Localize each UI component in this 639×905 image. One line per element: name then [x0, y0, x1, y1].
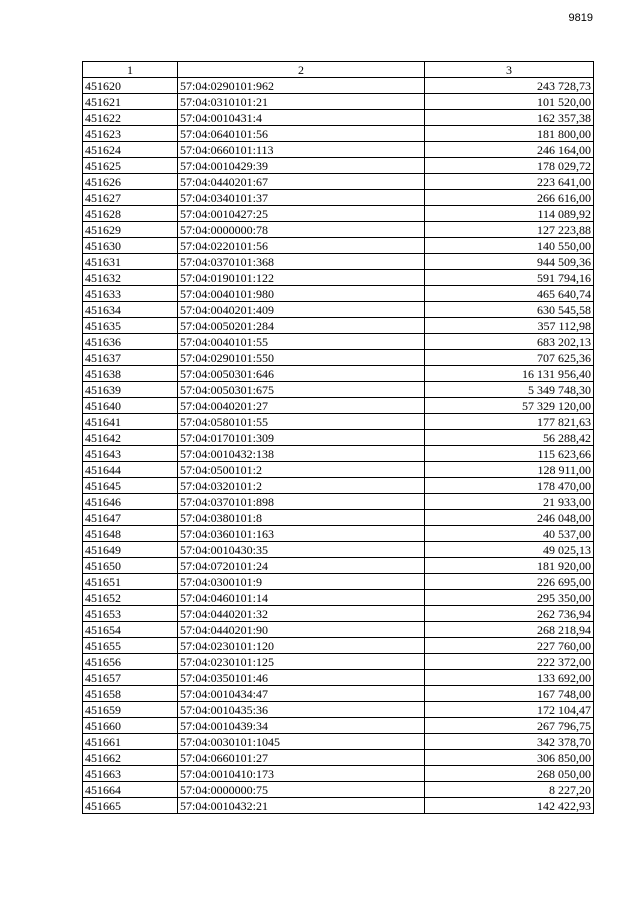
cadastral-number-cell: 57:04:0000000:75 — [178, 782, 425, 798]
cadastral-number-cell: 57:04:0040201:27 — [178, 398, 425, 414]
value-cell: 101 520,00 — [425, 94, 594, 110]
row-number-cell: 451631 — [83, 254, 178, 270]
cadastral-number-cell: 57:04:0300101:9 — [178, 574, 425, 590]
table-row — [83, 766, 594, 782]
cadastral-number-cell: 57:04:0050301:675 — [178, 382, 425, 398]
value-cell: 133 692,00 — [425, 670, 594, 686]
value-cell: 268 218,94 — [425, 622, 594, 638]
row-number-cell: 451657 — [83, 670, 178, 686]
value-cell: 591 794,16 — [425, 270, 594, 286]
cadastral-number-cell: 57:04:0010431:4 — [178, 110, 425, 126]
row-number-cell: 451640 — [83, 398, 178, 414]
row-number-cell: 451659 — [83, 702, 178, 718]
value-cell: 181 920,00 — [425, 558, 594, 574]
row-number-cell: 451664 — [83, 782, 178, 798]
row-number-cell: 451654 — [83, 622, 178, 638]
table-row — [83, 526, 594, 542]
row-number-cell: 451630 — [83, 238, 178, 254]
cadastral-number-cell: 57:04:0230101:125 — [178, 654, 425, 670]
cadastral-number-cell: 57:04:0050201:284 — [178, 318, 425, 334]
row-number-cell: 451632 — [83, 270, 178, 286]
table-row — [83, 478, 594, 494]
table-row — [83, 222, 594, 238]
row-number-cell: 451642 — [83, 430, 178, 446]
value-cell: 172 104,47 — [425, 702, 594, 718]
registry-table — [82, 61, 594, 814]
cadastral-number-cell: 57:04:0380101:8 — [178, 510, 425, 526]
row-number-cell: 451641 — [83, 414, 178, 430]
table-row — [83, 382, 594, 398]
value-cell: 630 545,58 — [425, 302, 594, 318]
cadastral-number-cell: 57:04:0010410:173 — [178, 766, 425, 782]
value-cell: 267 796,75 — [425, 718, 594, 734]
table-row — [83, 494, 594, 510]
table-row — [83, 670, 594, 686]
cadastral-number-cell: 57:04:0030101:1045 — [178, 734, 425, 750]
row-number-cell: 451663 — [83, 766, 178, 782]
cadastral-number-cell: 57:04:0010439:34 — [178, 718, 425, 734]
row-number-cell: 451649 — [83, 542, 178, 558]
header-row — [83, 62, 594, 78]
row-number-cell: 451658 — [83, 686, 178, 702]
row-number-cell: 451643 — [83, 446, 178, 462]
table-row — [83, 126, 594, 142]
value-cell: 21 933,00 — [425, 494, 594, 510]
table-row — [83, 206, 594, 222]
table-row — [83, 158, 594, 174]
row-number-cell: 451625 — [83, 158, 178, 174]
cadastral-number-cell: 57:04:0310101:21 — [178, 94, 425, 110]
table-row — [83, 350, 594, 366]
table-row — [83, 238, 594, 254]
table-row — [83, 574, 594, 590]
cadastral-number-cell: 57:04:0220101:56 — [178, 238, 425, 254]
value-cell: 181 800,00 — [425, 126, 594, 142]
row-number-cell: 451635 — [83, 318, 178, 334]
table-row — [83, 254, 594, 270]
value-cell: 226 695,00 — [425, 574, 594, 590]
value-cell: 707 625,36 — [425, 350, 594, 366]
table-row — [83, 702, 594, 718]
row-number-cell: 451644 — [83, 462, 178, 478]
row-number-cell: 451660 — [83, 718, 178, 734]
value-cell: 140 550,00 — [425, 238, 594, 254]
value-cell: 16 131 956,40 — [425, 366, 594, 382]
table-row — [83, 190, 594, 206]
cadastral-number-cell: 57:04:0010435:36 — [178, 702, 425, 718]
row-number-cell: 451662 — [83, 750, 178, 766]
cadastral-number-cell: 57:04:0010432:21 — [178, 798, 425, 814]
table-row — [83, 398, 594, 414]
value-cell: 246 164,00 — [425, 142, 594, 158]
table-row — [83, 798, 594, 814]
table-row — [83, 270, 594, 286]
table-row — [83, 590, 594, 606]
cadastral-number-cell: 57:04:0360101:163 — [178, 526, 425, 542]
value-cell: 8 227,20 — [425, 782, 594, 798]
row-number-cell: 451621 — [83, 94, 178, 110]
cadastral-number-cell: 57:04:0290101:962 — [178, 78, 425, 94]
table-row — [83, 334, 594, 350]
value-cell: 177 821,63 — [425, 414, 594, 430]
table-row — [83, 174, 594, 190]
row-number-cell: 451655 — [83, 638, 178, 654]
row-number-cell: 451637 — [83, 350, 178, 366]
cadastral-number-cell: 57:04:0010434:47 — [178, 686, 425, 702]
value-cell: 5 349 748,30 — [425, 382, 594, 398]
value-cell: 162 357,38 — [425, 110, 594, 126]
cadastral-number-cell: 57:04:0440201:90 — [178, 622, 425, 638]
value-cell: 178 029,72 — [425, 158, 594, 174]
cadastral-number-cell: 57:04:0340101:37 — [178, 190, 425, 206]
value-cell: 142 422,93 — [425, 798, 594, 814]
value-cell: 114 089,92 — [425, 206, 594, 222]
cadastral-number-cell: 57:04:0320101:2 — [178, 478, 425, 494]
table-row — [83, 286, 594, 302]
table-row — [83, 606, 594, 622]
value-cell: 128 911,00 — [425, 462, 594, 478]
table-row — [83, 78, 594, 94]
cadastral-number-cell: 57:04:0660101:27 — [178, 750, 425, 766]
value-cell: 683 202,13 — [425, 334, 594, 350]
cadastral-number-cell: 57:04:0720101:24 — [178, 558, 425, 574]
table-row — [83, 718, 594, 734]
row-number-cell: 451652 — [83, 590, 178, 606]
cadastral-number-cell: 57:04:0660101:113 — [178, 142, 425, 158]
cadastral-number-cell: 57:04:0040101:980 — [178, 286, 425, 302]
table-row — [83, 686, 594, 702]
value-cell: 268 050,00 — [425, 766, 594, 782]
table-row — [83, 750, 594, 766]
table-row — [83, 622, 594, 638]
value-cell: 227 760,00 — [425, 638, 594, 654]
row-number-cell: 451651 — [83, 574, 178, 590]
value-cell: 222 372,00 — [425, 654, 594, 670]
table-row — [83, 558, 594, 574]
column-header: 2 — [178, 62, 425, 78]
value-cell: 223 641,00 — [425, 174, 594, 190]
row-number-cell: 451650 — [83, 558, 178, 574]
row-number-cell: 451624 — [83, 142, 178, 158]
value-cell: 40 537,00 — [425, 526, 594, 542]
value-cell: 266 616,00 — [425, 190, 594, 206]
cadastral-number-cell: 57:04:0370101:898 — [178, 494, 425, 510]
cadastral-number-cell: 57:04:0350101:46 — [178, 670, 425, 686]
row-number-cell: 451627 — [83, 190, 178, 206]
value-cell: 49 025,13 — [425, 542, 594, 558]
cadastral-number-cell: 57:04:0040101:55 — [178, 334, 425, 350]
cadastral-number-cell: 57:04:0230101:120 — [178, 638, 425, 654]
row-number-cell: 451647 — [83, 510, 178, 526]
value-cell: 243 728,73 — [425, 78, 594, 94]
table-row — [83, 446, 594, 462]
value-cell: 246 048,00 — [425, 510, 594, 526]
value-cell: 306 850,00 — [425, 750, 594, 766]
table-row — [83, 542, 594, 558]
row-number-cell: 451629 — [83, 222, 178, 238]
cadastral-number-cell: 57:04:0460101:14 — [178, 590, 425, 606]
value-cell: 944 509,36 — [425, 254, 594, 270]
value-cell: 178 470,00 — [425, 478, 594, 494]
row-number-cell: 451622 — [83, 110, 178, 126]
row-number-cell: 451656 — [83, 654, 178, 670]
row-number-cell: 451620 — [83, 78, 178, 94]
table-row — [83, 782, 594, 798]
value-cell: 342 378,70 — [425, 734, 594, 750]
cadastral-number-cell: 57:04:0370101:368 — [178, 254, 425, 270]
table-row — [83, 318, 594, 334]
cadastral-number-cell: 57:04:0000000:78 — [178, 222, 425, 238]
value-cell: 56 288,42 — [425, 430, 594, 446]
table-row — [83, 142, 594, 158]
table-row — [83, 94, 594, 110]
cadastral-number-cell: 57:04:0170101:309 — [178, 430, 425, 446]
table-row — [83, 734, 594, 750]
page-number: 9819 — [568, 12, 593, 24]
cadastral-number-cell: 57:04:0500101:2 — [178, 462, 425, 478]
value-cell: 295 350,00 — [425, 590, 594, 606]
table-row — [83, 366, 594, 382]
table-row — [83, 462, 594, 478]
cadastral-number-cell: 57:04:0010429:39 — [178, 158, 425, 174]
cadastral-number-cell: 57:04:0010427:25 — [178, 206, 425, 222]
row-number-cell: 451648 — [83, 526, 178, 542]
column-header: 3 — [425, 62, 594, 78]
table-row — [83, 638, 594, 654]
cadastral-number-cell: 57:04:0440201:32 — [178, 606, 425, 622]
cadastral-number-cell: 57:04:0190101:122 — [178, 270, 425, 286]
cadastral-number-cell: 57:04:0290101:550 — [178, 350, 425, 366]
cadastral-number-cell: 57:04:0580101:55 — [178, 414, 425, 430]
table-row — [83, 430, 594, 446]
table-row — [83, 302, 594, 318]
row-number-cell: 451653 — [83, 606, 178, 622]
table-row — [83, 654, 594, 670]
table-body — [83, 78, 594, 814]
table-row — [83, 510, 594, 526]
row-number-cell: 451636 — [83, 334, 178, 350]
value-cell: 357 112,98 — [425, 318, 594, 334]
row-number-cell: 451634 — [83, 302, 178, 318]
row-number-cell: 451646 — [83, 494, 178, 510]
row-number-cell: 451645 — [83, 478, 178, 494]
row-number-cell: 451633 — [83, 286, 178, 302]
value-cell: 57 329 120,00 — [425, 398, 594, 414]
column-header: 1 — [83, 62, 178, 78]
cadastral-number-cell: 57:04:0050301:646 — [178, 366, 425, 382]
table-row — [83, 110, 594, 126]
cadastral-number-cell: 57:04:0440201:67 — [178, 174, 425, 190]
row-number-cell: 451623 — [83, 126, 178, 142]
value-cell: 115 623,66 — [425, 446, 594, 462]
row-number-cell: 451626 — [83, 174, 178, 190]
row-number-cell: 451638 — [83, 366, 178, 382]
table-row — [83, 414, 594, 430]
row-number-cell: 451661 — [83, 734, 178, 750]
value-cell: 465 640,74 — [425, 286, 594, 302]
row-number-cell: 451665 — [83, 798, 178, 814]
row-number-cell: 451628 — [83, 206, 178, 222]
value-cell: 262 736,94 — [425, 606, 594, 622]
cadastral-number-cell: 57:04:0010430:35 — [178, 542, 425, 558]
cadastral-number-cell: 57:04:0040201:409 — [178, 302, 425, 318]
value-cell: 167 748,00 — [425, 686, 594, 702]
cadastral-number-cell: 57:04:0640101:56 — [178, 126, 425, 142]
value-cell: 127 223,88 — [425, 222, 594, 238]
cadastral-number-cell: 57:04:0010432:138 — [178, 446, 425, 462]
row-number-cell: 451639 — [83, 382, 178, 398]
